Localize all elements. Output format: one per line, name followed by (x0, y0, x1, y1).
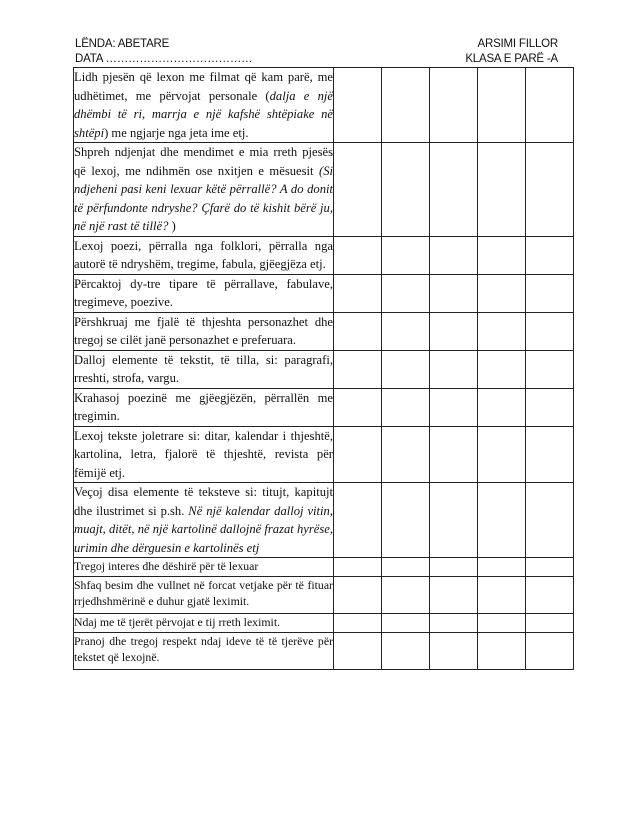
criterion-text (74, 350, 334, 388)
criterion-row (74, 388, 574, 426)
criterion-example-text: Në një kalendar dalloj vitin, muajt, ditët, në një kartolinë dallojnë frazat hyrëse, urimin dhe dërguesin e kartolinës etj (74, 503, 333, 555)
criterion-row (74, 633, 574, 670)
mark-cell[interactable] (526, 577, 574, 614)
mark-cell[interactable] (334, 388, 382, 426)
criterion-main-text: Tregoj interes dhe dëshirë për të lexuar (74, 559, 259, 573)
mark-cell[interactable] (334, 143, 382, 237)
criterion-main-text: Lidh pjesën që lexon me filmat që kam parë, me udhëtimet, me përvojat personale ( (74, 70, 333, 103)
mark-cell[interactable] (430, 614, 478, 633)
mark-cell[interactable] (334, 483, 382, 558)
mark-cell[interactable] (382, 388, 430, 426)
mark-cell[interactable] (526, 558, 574, 577)
mark-cell[interactable] (430, 68, 478, 143)
assessment-table-body (74, 68, 574, 670)
mark-cell[interactable] (430, 312, 478, 350)
mark-cell[interactable] (478, 68, 526, 143)
mark-cell[interactable] (382, 68, 430, 143)
criterion-row (74, 68, 574, 143)
mark-cell[interactable] (334, 577, 382, 614)
mark-cell[interactable] (478, 577, 526, 614)
criterion-text (74, 312, 334, 350)
criterion-row (74, 426, 574, 483)
criterion-text (74, 68, 334, 143)
subject-label: LËNDA: ABETARE (75, 38, 170, 50)
criterion-text (74, 274, 334, 312)
criterion-text (74, 483, 334, 558)
criterion-text (74, 388, 334, 426)
mark-cell[interactable] (526, 143, 574, 237)
mark-cell[interactable] (382, 558, 430, 577)
mark-cell[interactable] (478, 633, 526, 670)
criterion-main-text: Krahasoj poezinë me gjëegjëzën, përrallën me tregimin. (74, 390, 333, 423)
criterion-text (74, 577, 334, 614)
mark-cell[interactable] (382, 614, 430, 633)
mark-cell[interactable] (382, 236, 430, 274)
mark-cell[interactable] (334, 350, 382, 388)
mark-cell[interactable] (526, 274, 574, 312)
mark-cell[interactable] (526, 350, 574, 388)
class-label: KLASA E PARË -A (465, 53, 558, 65)
mark-cell[interactable] (478, 350, 526, 388)
criterion-text (74, 614, 334, 633)
mark-cell[interactable] (430, 388, 478, 426)
criterion-row (74, 558, 574, 577)
criterion-row (74, 483, 574, 558)
criterion-row (74, 312, 574, 350)
criterion-main-text: Shpreh ndjenjat dhe mendimet e mia rreth pjesës që lexoj, me ndihmën ose nxitjen e mësuesit (74, 145, 333, 178)
criterion-row (74, 274, 574, 312)
criterion-main-text: Përshkruaj me fjalë të thjeshta personazhet dhe tregoj se cilët janë personazhet e preferuara. (74, 314, 333, 347)
criterion-main-text: Dalloj elemente të tekstit, të tilla, si: paragrafi, rreshti, strofa, vargu. (74, 352, 333, 385)
mark-cell[interactable] (382, 483, 430, 558)
mark-cell[interactable] (526, 388, 574, 426)
criterion-text (74, 426, 334, 483)
mark-cell[interactable] (526, 633, 574, 670)
mark-cell[interactable] (478, 274, 526, 312)
mark-cell[interactable] (430, 426, 478, 483)
mark-cell[interactable] (430, 577, 478, 614)
mark-cell[interactable] (526, 614, 574, 633)
criterion-row (74, 236, 574, 274)
criterion-main-text: Ndaj me të tjerët përvojat e tij rreth leximit. (74, 615, 281, 629)
mark-cell[interactable] (478, 558, 526, 577)
criterion-main-text: Pranoj dhe tregoj respekt ndaj ideve të të tjerëve për tekstet që lexojnë. (74, 634, 333, 664)
mark-cell[interactable] (334, 633, 382, 670)
criterion-row (74, 350, 574, 388)
mark-cell[interactable] (382, 274, 430, 312)
mark-cell[interactable] (334, 426, 382, 483)
assessment-table (73, 67, 574, 670)
criterion-text (74, 143, 334, 237)
criterion-text (74, 236, 334, 274)
mark-cell[interactable] (430, 236, 478, 274)
mark-cell[interactable] (526, 426, 574, 483)
criterion-row (74, 143, 574, 237)
mark-cell[interactable] (382, 143, 430, 237)
mark-cell[interactable] (382, 577, 430, 614)
criterion-main-text: Shfaq besim dhe vullnet në forcat vetjake për të fituar rrjedhshmërinë e duhur gjatë leximit. (74, 578, 333, 608)
criterion-main-text: Veçoj disa elemente të teksteve si: titujt, kapitujt dhe ilustrimet si p.sh. (74, 485, 333, 518)
mark-cell[interactable] (382, 633, 430, 670)
mark-cell[interactable] (334, 236, 382, 274)
mark-cell[interactable] (478, 388, 526, 426)
criterion-example-text: dalja e një dhëmbi të ri, marrja e një kafshë shtëpiake në shtëpi (74, 88, 333, 140)
mark-cell[interactable] (382, 312, 430, 350)
mark-cell[interactable] (430, 143, 478, 237)
criterion-row (74, 614, 574, 633)
mark-cell[interactable] (478, 614, 526, 633)
mark-cell[interactable] (526, 236, 574, 274)
mark-cell[interactable] (430, 483, 478, 558)
mark-cell[interactable] (334, 614, 382, 633)
school-level-label: ARSIMI FILLOR (477, 38, 558, 50)
criterion-main-text: Lexoj poezi, përralla nga folklori, përralla nga autorë të ndryshëm, tregime, fabula, gjëegjëza etj. (74, 238, 333, 271)
mark-cell[interactable] (478, 483, 526, 558)
mark-cell[interactable] (334, 68, 382, 143)
mark-cell[interactable] (478, 312, 526, 350)
mark-cell[interactable] (382, 350, 430, 388)
criterion-tail-text: ) me ngjarje nga jeta ime etj. (104, 125, 249, 140)
mark-cell[interactable] (478, 143, 526, 237)
mark-cell[interactable] (526, 312, 574, 350)
mark-cell[interactable] (430, 274, 478, 312)
mark-cell[interactable] (430, 350, 478, 388)
criterion-text (74, 558, 334, 577)
mark-cell[interactable] (526, 68, 574, 143)
criterion-row (74, 577, 574, 614)
date-label: DATA ………………………………… (75, 53, 253, 65)
mark-cell[interactable] (430, 633, 478, 670)
mark-cell[interactable] (430, 558, 478, 577)
mark-cell[interactable] (382, 426, 430, 483)
criterion-main-text: Lexoj tekste joletrare si: ditar, kalendar i thjeshtë, kartolina, letra, fjalorë të thjeshtë, revista për fëmijë etj. (74, 428, 333, 480)
criterion-example-text: (Si ndjeheni pasi keni lexuar këtë përrallë? A do donit të përfundonte ndryshe? Çfarë do të kishit bërë ju, në një rast të tillë? (74, 163, 333, 233)
criterion-tail-text: ) (171, 219, 176, 233)
criterion-main-text: Përcaktoj dy-tre tipare të përrallave, fabulave, tregimeve, poezive. (74, 276, 333, 309)
mark-cell[interactable] (334, 558, 382, 577)
criterion-text (74, 633, 334, 670)
mark-cell[interactable] (478, 236, 526, 274)
mark-cell[interactable] (334, 274, 382, 312)
mark-cell[interactable] (478, 426, 526, 483)
mark-cell[interactable] (526, 483, 574, 558)
mark-cell[interactable] (334, 312, 382, 350)
